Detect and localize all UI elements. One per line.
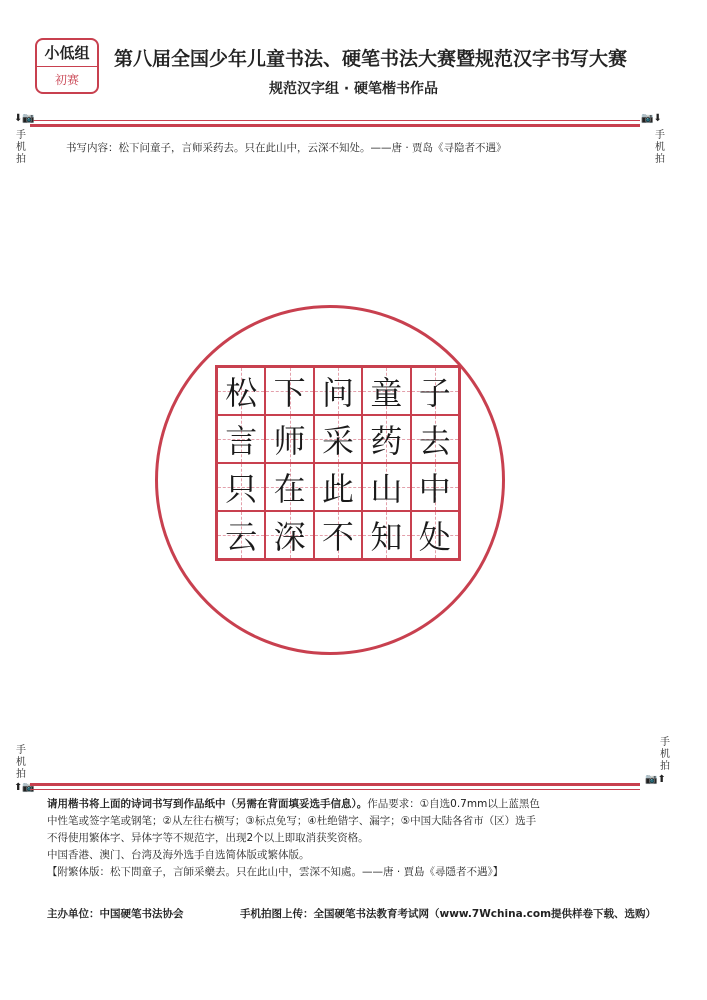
organizer: 主办单位：中国硬笔书法协会 — [47, 908, 184, 920]
grid-cell: 松 — [217, 367, 265, 415]
grid-cell: 不 — [314, 511, 362, 559]
top-right-camera-icon: 📷⬇ — [641, 113, 662, 124]
page-subtitle: 规范汉字组 · 硬笔楷书作品 — [268, 81, 439, 97]
grid-cell: 只 — [217, 463, 265, 511]
upload-info: 手机拍图上传：全国硬笔书法教育考试网（www.7Wchina.com提供样卷下载、选购） — [240, 908, 657, 920]
grid-cell: 采 — [314, 415, 362, 463]
traditional-version: 【附繁体版：松下問童子，言師采藥去。只在此山中，雲深不知處。——唐 · 賈島《尋隱者不遇》】 — [47, 866, 504, 878]
grid-cell: 子 — [411, 367, 459, 415]
top-right-photo-label: 手 机 拍 — [655, 130, 665, 165]
instructions-line: 中性笔或签字笔或钢笔；②从左往右横写；③标点免写；④杜绝错字、漏字；⑤中国大陆各省市（区）选手 — [47, 815, 537, 827]
top-left-photo-label: 手 机 拍 — [16, 130, 26, 165]
grid-cell: 下 — [265, 367, 313, 415]
grid-cell: 云 — [217, 511, 265, 559]
instructions-line: 不得使用繁体字、异体字等不规范字，出现2个以上即取消获奖资格。 — [47, 832, 369, 844]
grid-cell: 山 — [362, 463, 410, 511]
bottom-rule-thick — [30, 783, 640, 786]
grid-cell: 药 — [362, 415, 410, 463]
grid-cell: 童 — [362, 367, 410, 415]
grid-cell: 深 — [265, 511, 313, 559]
tian-zi-grid — [215, 365, 461, 561]
bottom-rule-thin — [30, 789, 640, 790]
grid-cell: 师 — [265, 415, 313, 463]
group-label: 小低组 — [37, 40, 97, 67]
grid-cell: 在 — [265, 463, 313, 511]
bottom-left-camera-icon: ⬆📷 — [14, 782, 35, 793]
top-left-camera-icon: ⬇📷 — [14, 113, 35, 124]
writing-content — [66, 140, 626, 155]
grid-cell: 中 — [411, 463, 459, 511]
grid-cell: 此 — [314, 463, 362, 511]
bottom-right-camera-icon: 📷⬆ — [645, 774, 666, 785]
writing-content-text: 松下问童子，言师采药去。只在此山中，云深不知处。——唐 · 贾岛《寻隐者不遇》 — [118, 142, 507, 154]
grid-cell: 问 — [314, 367, 362, 415]
grid-cell: 言 — [217, 415, 265, 463]
grid-cell: 知 — [362, 511, 410, 559]
stage-label: 初赛 — [54, 73, 79, 87]
top-rule-thick — [30, 124, 640, 127]
grid-cell: 处 — [411, 511, 459, 559]
instructions — [47, 796, 672, 881]
writing-content-label: 书写内容： — [66, 142, 119, 154]
bottom-right-photo-label: 手 机 拍 — [660, 737, 670, 772]
top-rule-thin — [30, 120, 640, 121]
instructions-line: 中国香港、澳门、台湾及海外选手自选简体版或繁体版。 — [47, 849, 310, 861]
bottom-left-photo-label: 手 机 拍 — [16, 745, 26, 780]
grid-cell: 去 — [411, 415, 459, 463]
instructions-req: 作品要求：①自选0.7mm以上蓝黑色 — [367, 798, 540, 810]
page-title: 第八届全国少年儿童书法、硬笔书法大赛暨规范汉字书写大赛 — [114, 48, 628, 70]
instructions-lead: 请用楷书将上面的诗词书写到作品纸中（另需在背面填妥选手信息）。 — [47, 798, 368, 810]
